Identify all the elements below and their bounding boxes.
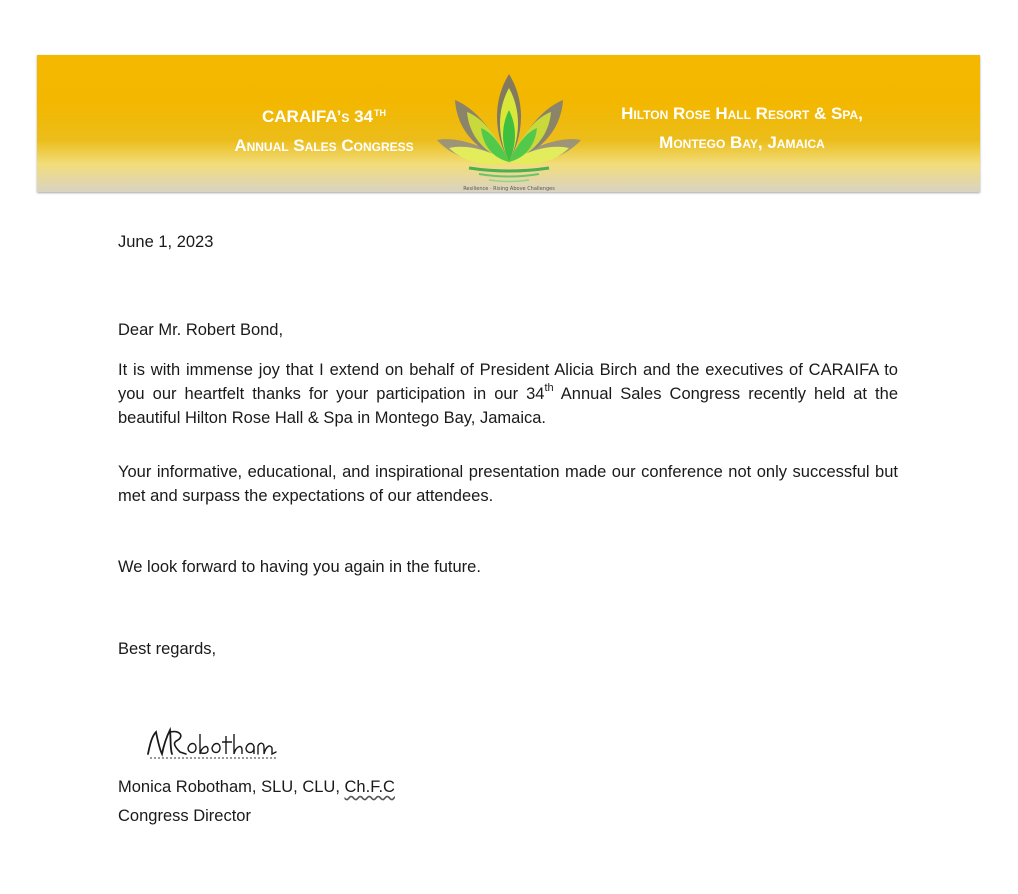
signer-title: Congress Director <box>118 807 251 825</box>
venue-line-1: Hilton Rose Hall Resort & Spa, <box>621 104 863 123</box>
paragraph-1: It is with immense joy that I extend on behalf of President Alicia Birch and the executives of CARAIFA to you our heartfelt thanks for your participation in our 34th Annual Sales Congress recently held at the beautiful Hilton Rose Hall & Spa in Montego Bay, Jamaica. <box>118 361 898 427</box>
salutation: Dear Mr. Robert Bond, <box>118 321 284 339</box>
paragraph-2: Your informative, educational, and inspirational presentation made our conference not only successful but met and surpass the expectations of our attendees. <box>118 463 898 505</box>
closing: Best regards, <box>118 640 217 658</box>
lotus-logo-icon <box>435 70 583 192</box>
paragraph-3: We look forward to having you again in the future. <box>118 558 481 576</box>
event-subtitle: Annual Sales Congress <box>234 136 414 155</box>
logo-tagline: Resilience · Rising Above Challenges <box>463 186 555 192</box>
letter-date: June 1, 2023 <box>118 233 214 251</box>
signer-credential: Ch.F.C <box>344 778 395 796</box>
signer-name: Monica Robotham, SLU, CLU, Ch.F.C <box>118 778 395 796</box>
venue-line-2: Montego Bay, Jamaica <box>659 133 825 152</box>
event-name: CARAIFA’s 34TH <box>262 107 386 126</box>
handwritten-signature <box>140 718 290 766</box>
venue-block <box>605 99 879 157</box>
letterhead-banner <box>37 55 980 192</box>
